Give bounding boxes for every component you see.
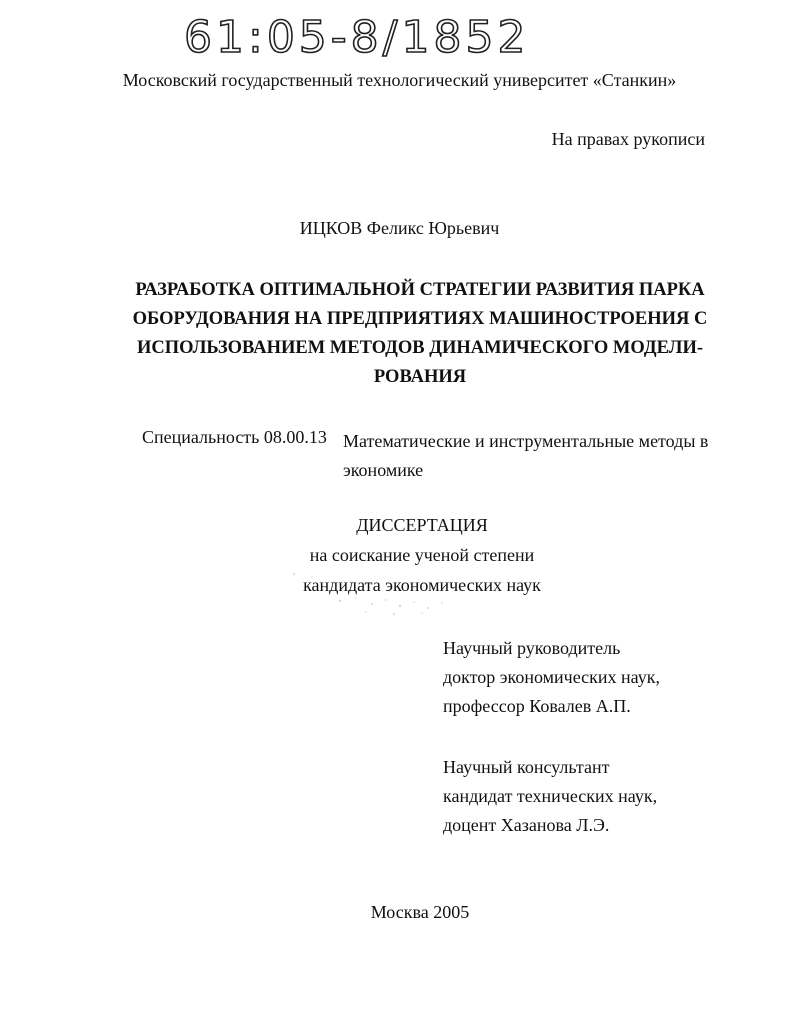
specialty-name-line: экономике [343,460,424,480]
consultant-block [443,753,657,840]
dissertation-title [120,276,720,392]
consultant-degree: кандидат технических наук, [443,786,658,806]
supervisor-name: профессор Ковалев А.П. [443,696,631,716]
supervisor-block [443,634,660,721]
manuscript-rights: На правах рукописи [551,129,705,149]
specialty-code: Специальность 08.00.13 [142,427,327,447]
handwritten-code-text: 61:05-8/1852 [184,12,530,63]
degree-name: кандидата экономических наук [303,575,541,595]
supervisor-role: Научный руководитель [443,638,621,658]
title-line: РАЗРАБОТКА ОПТИМАЛЬНОЙ СТРАТЕГИИ РАЗВИТИЯ ПАРКА [135,280,705,300]
degree-purpose: на соискание ученой степени [309,545,535,565]
title-line: РОВАНИЯ [373,367,467,387]
consultant-role: Научный консультант [443,757,610,777]
consultant-name: доцент Хазанова Л.Э. [443,815,610,835]
author-name: ИЦКОВ Феликс Юрьевич [299,218,500,238]
city-and-year: Москва 2005 [370,902,470,922]
specialty-name [343,427,723,485]
title-line: ОБОРУДОВАНИЯ НА ПРЕДПРИЯТИЯХ МАШИНОСТРОЕНИЯ С [132,309,708,329]
specialty-name-line: Математические и инструментальные методы в [343,431,709,451]
supervisor-degree: доктор экономических наук, [443,667,660,687]
handwritten-code-drawing [180,2,610,64]
title-line: ИСПОЛЬЗОВАНИЕМ МЕТОДОВ ДИНАМИЧЕСКОГО МОДЕЛИ- [136,338,703,358]
university-name: Московский государственный технологический университет «Станкин» [122,70,677,90]
document-type: ДИССЕРТАЦИЯ [356,515,488,535]
handwritten-catalog-code [180,2,610,64]
